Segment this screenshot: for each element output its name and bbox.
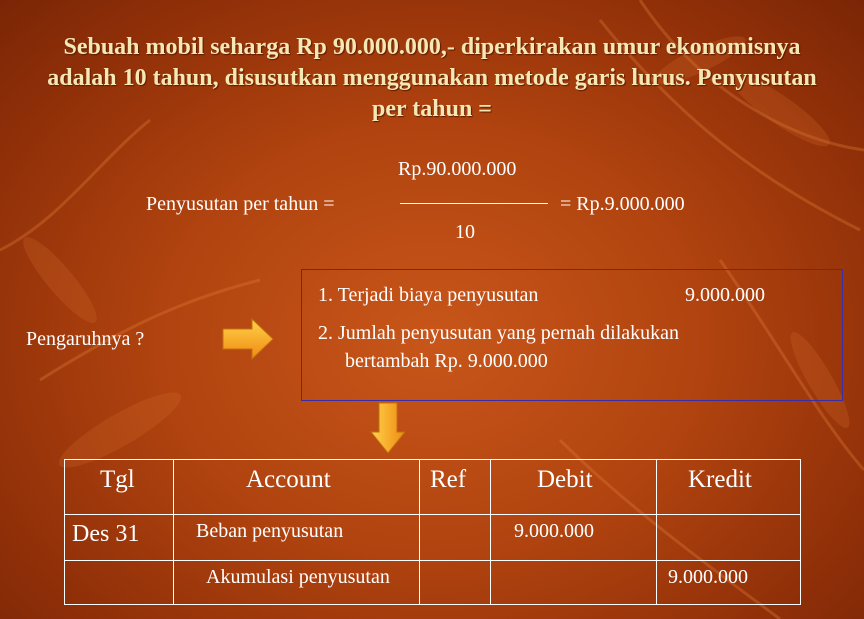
effect-2-line-1: 2. Jumlah penyusutan yang pernah dilakukan xyxy=(318,322,680,344)
cell-ref-1 xyxy=(420,515,491,561)
effects-question: Pengaruhnya ? xyxy=(26,328,145,350)
cell-ref-2 xyxy=(420,561,491,605)
formula-denominator: 10 xyxy=(455,221,475,243)
formula-label: Penyusutan per tahun = xyxy=(146,193,335,215)
header-debit: Debit xyxy=(537,466,593,493)
cell-kredit-1 xyxy=(657,515,801,561)
header-kredit: Kredit xyxy=(688,466,752,493)
formula-numerator: Rp.90.000.000 xyxy=(398,158,517,180)
row2-account: Akumulasi penyusutan xyxy=(206,566,390,588)
formula-result: = Rp.9.000.000 xyxy=(560,193,685,215)
slide-title: Sebuah mobil seharga Rp 90.000.000,- diperkirakan umur ekonomisnya adalah 10 tahun, disusutkan menggunakan metode garis lurus. Penyusutan per tahun = xyxy=(47,34,817,122)
cell-date-2 xyxy=(65,561,174,605)
effect-1-value: 9.000.000 xyxy=(685,284,765,306)
header-account: Account xyxy=(246,466,331,493)
row1-debit: 9.000.000 xyxy=(514,520,594,542)
header-ref: Ref xyxy=(430,466,467,493)
arrow-down-icon xyxy=(370,402,406,454)
effect-2-line-2: bertambah Rp. 9.000.000 xyxy=(345,350,548,372)
effect-1-label: 1. Terjadi biaya penyusutan xyxy=(318,284,539,306)
row1-account: Beban penyusutan xyxy=(196,520,344,542)
arrow-right-icon xyxy=(222,318,274,360)
header-tgl: Tgl xyxy=(100,466,135,493)
journal-date: Des 31 xyxy=(72,521,140,547)
row2-credit: 9.000.000 xyxy=(668,566,748,588)
cell-debit-2 xyxy=(491,561,657,605)
fraction-line xyxy=(400,203,548,204)
